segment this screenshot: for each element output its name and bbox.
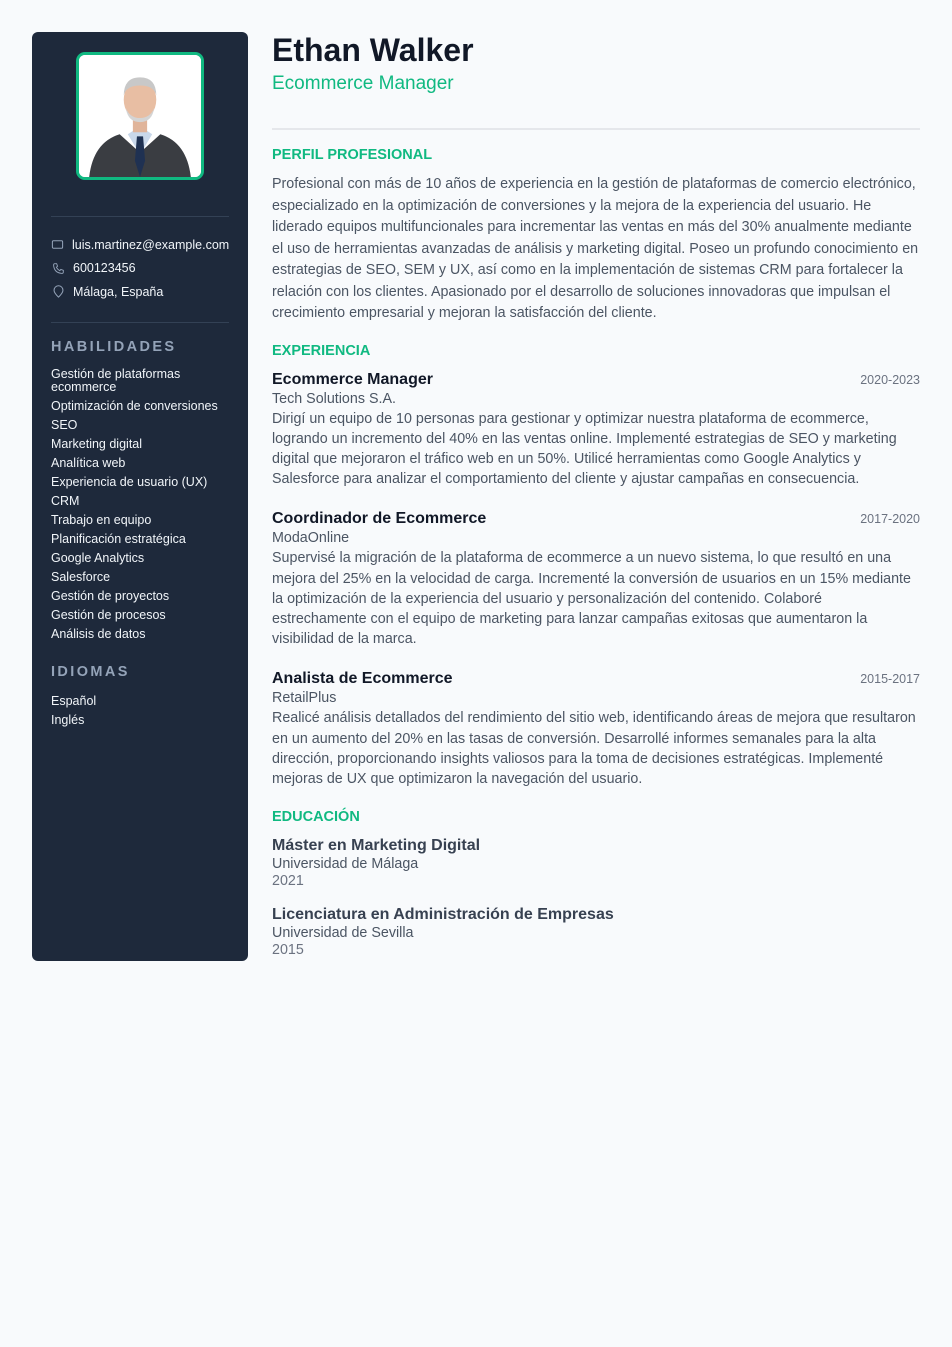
skill-item: Planificación estratégica xyxy=(51,531,186,546)
sidebar-divider xyxy=(51,322,229,323)
education-school: Universidad de Sevilla xyxy=(272,925,414,942)
education-entry xyxy=(272,905,920,958)
skill-item: Gestión de procesos xyxy=(51,607,166,622)
sidebar xyxy=(32,32,248,961)
education-entry xyxy=(272,836,920,889)
job-title: Analista de Ecommerce xyxy=(272,670,453,688)
experience-section xyxy=(272,343,920,790)
education-year: 2021 xyxy=(272,873,304,890)
location-pin-icon xyxy=(51,285,65,299)
education-school: Universidad de Málaga xyxy=(272,856,419,873)
location-text: Málaga, España xyxy=(73,284,164,299)
job-company: RetailPlus xyxy=(272,690,337,707)
person-photo-icon xyxy=(79,55,201,177)
header-divider xyxy=(272,128,920,130)
skill-item: Gestión de plataformas ecommerce xyxy=(51,366,181,394)
job-company: ModaOnline xyxy=(272,530,350,547)
languages-list xyxy=(51,692,229,730)
summary-section xyxy=(272,147,920,325)
education-degree: Máster en Marketing Digital xyxy=(272,837,481,855)
skill-item: Gestión de proyectos xyxy=(51,588,170,603)
job-entry xyxy=(272,370,920,490)
job-title: Coordinador de Ecommerce xyxy=(272,510,487,528)
education-degree: Licenciatura en Administración de Empresas xyxy=(272,906,614,924)
job-description: Realicé análisis detallados del rendimiento del sitio web, identificando áreas de mejora que resultaron en un aumento del 20% en las tasas de conversión. Desarrollé informes semanales para la alta dirección, proporcionando insights valiosos para la toma de decisiones estratégicas. Implementé mejoras de UX que optimizaron la navegación del usuario. xyxy=(272,710,916,787)
phone-icon xyxy=(51,261,65,275)
sidebar-divider xyxy=(51,216,229,217)
contact-location xyxy=(51,280,229,304)
job-description: Dirigí un equipo de 10 personas para gestionar y optimizar nuestra plataforma de ecommerce, logrando un incremento del 40% en las ventas online. Implementé estrategias de SEO y marketing digital que mejoraron el tráfico web en un 50%. Utilicé herramientas como Google Analytics y Salesforce para analizar el comportamiento del cliente y ajustar campañas en consecuencia. xyxy=(272,410,897,488)
main-content xyxy=(272,32,920,974)
mail-icon xyxy=(51,238,64,252)
language-item: Inglés xyxy=(51,712,85,727)
job-description: Supervisé la migración de la plataforma de ecommerce a un nuevo sistema, lo que resultó en una mejora del 25% en la velocidad de carga. Incrementé la conversión de usuarios en un 15% mediante la optimización de la experiencia del usuario y personalización del contenido. Colaboré estrechamente con el equipo de marketing para lanzar campañas exitosas que aumentaron la visibilidad de la marca. xyxy=(272,550,911,648)
skill-item: Optimización de conversiones xyxy=(51,398,218,413)
contact-info xyxy=(51,233,229,304)
candidate-name: Ethan Walker xyxy=(272,32,474,68)
skill-item: CRM xyxy=(51,493,80,508)
skills-list xyxy=(51,365,229,644)
skill-item: Google Analytics xyxy=(51,550,145,565)
skill-item: SEO xyxy=(51,417,78,432)
job-dates: 2017-2020 xyxy=(860,512,920,527)
contact-phone[interactable] xyxy=(51,257,229,281)
experience-heading: EXPERIENCIA xyxy=(272,342,371,359)
job-dates: 2020-2023 xyxy=(860,372,920,387)
summary-heading: PERFIL PROFESIONAL xyxy=(272,147,433,163)
skill-item: Salesforce xyxy=(51,569,111,584)
job-company: Tech Solutions S.A. xyxy=(272,390,396,407)
email-text: luis.martinez@example.com xyxy=(72,237,230,252)
education-year: 2015 xyxy=(272,942,304,959)
education-section xyxy=(272,809,920,958)
education-heading: EDUCACIÓN xyxy=(272,809,360,826)
languages-heading: IDIOMAS xyxy=(51,663,130,680)
profile-photo xyxy=(76,52,204,180)
phone-text: 600123456 xyxy=(73,261,136,276)
skill-item: Marketing digital xyxy=(51,436,143,451)
contact-email[interactable] xyxy=(51,233,229,257)
skill-item: Análisis de datos xyxy=(51,626,146,641)
skill-item: Analítica web xyxy=(51,455,126,470)
skill-item: Trabajo en equipo xyxy=(51,512,152,527)
skills-heading: HABILIDADES xyxy=(51,338,177,355)
language-item: Español xyxy=(51,693,97,708)
skill-item: Experiencia de usuario (UX) xyxy=(51,474,208,489)
job-entry xyxy=(272,509,920,649)
job-title: Ecommerce Manager xyxy=(272,370,433,388)
summary-text: Profesional con más de 10 años de experiencia en la gestión de plataformas de comercio electrónico, especializado en la optimización de conversiones y la mejora de la experiencia del usuario. He liderado equipos multifuncionales para incrementar las ventas en más del 30% anualmente mediante el uso de herramientas avanzadas de análisis y marketing digital. Poseo un profundo conocimiento en estrategias de SEO, SEM y UX, así como en la implementación de sistemas CRM para fortalecer la relación con los clientes. Apasionado por el desarrollo de soluciones innovadoras que impulsan el crecimiento empresarial y mejoran la satisfacción del cliente. xyxy=(272,176,919,321)
job-entry xyxy=(272,669,920,789)
job-dates: 2015-2017 xyxy=(860,672,920,687)
candidate-title: Ecommerce Manager xyxy=(272,73,454,94)
